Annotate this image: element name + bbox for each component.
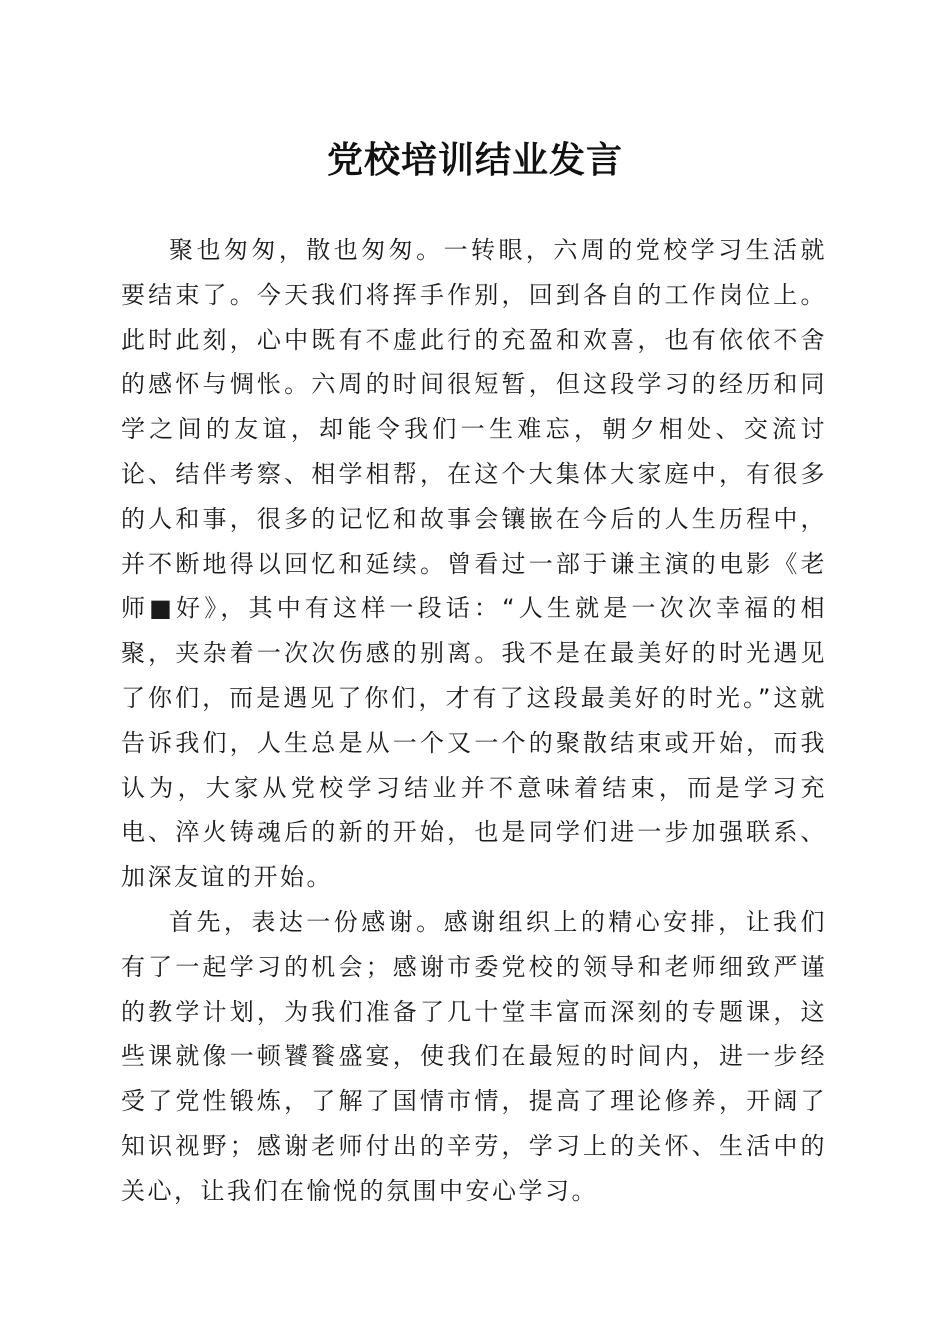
paragraph: 聚也匆匆，散也匆匆。一转眼，六周的党校学习生活就要结束了。今天我们将挥手作别，回到各自的工作岗位上。此时此刻，心中既有不虚此行的充盈和欢喜，也有依依不舍的感怀与惆怅。六周的时间很短暂，但这段学习的经历和同学之间的友谊，却能令我们一生难忘，朝夕相处、交流讨论、结伴考察、相学相帮，在这个大集体大家庭中，有很多的人和事，很多的记忆和故事会镶嵌在今后的人生历程中，并不断地得以回忆和延续。曾看过一部于谦主演的电影《老师■好》，其中有这样一段话：“人生就是一次次幸福的相聚，夹杂着一次次伤感的别离。我不是在最美好的时光遇见了你们，而是遇见了你们，才有了这段最美好的时光。”这就告诉我们，人生总是从一个又一个的聚散结束或开始，而我认为，大家从党校学习结业并不意味着结束，而是学习充电、淬火铸魂后的新的开始，也是同学们进一步加强联系、加深友谊的开始。 — [121, 236, 827, 892]
paragraph: 首先，表达一份感谢。感谢组织上的精心安排，让我们有了一起学习的机会；感谢市委党校的领导和老师细致严谨的教学计划，为我们准备了几十堂丰富而深刻的专题课，这些课就像一顿饕餮盛宴，使我们在最短的时间内，进一步经受了党性锻炼，了解了国情市情，提高了理论修养，开阔了知识视野；感谢老师付出的辛劳，学习上的关怀、生活中的关心，让我们在愉悦的氛围中安心学习。 — [121, 907, 827, 1205]
document-title: 党校培训结业发言 — [326, 139, 623, 181]
document-body — [121, 228, 827, 1214]
